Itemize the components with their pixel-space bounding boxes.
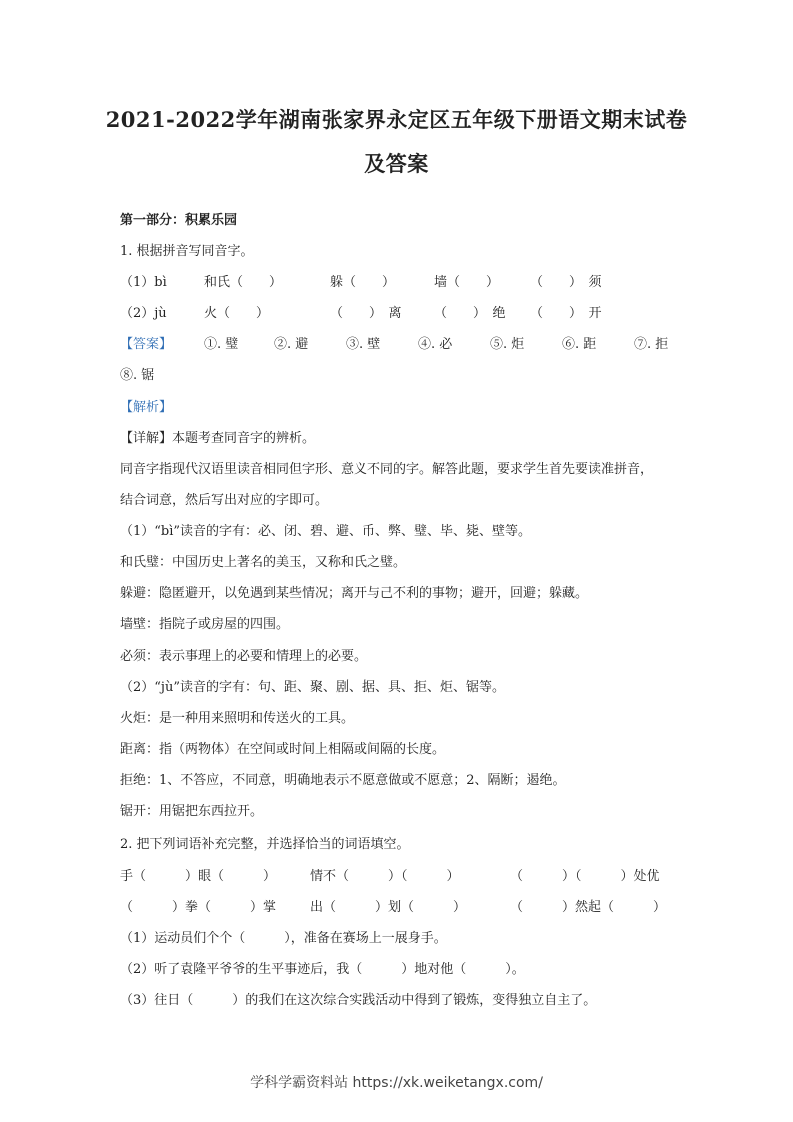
q1-row1-blank2: 躲（ ） [330,275,396,290]
word-definition: 距离：指（两物体）在空间或时间上相隔或间隔的长度。 [120,742,446,757]
document-title-line1: 2021-2022学年湖南张家界永定区五年级下册语文期末试卷 [105,107,688,132]
q2-stem: 2. 把下列词语补充完整，并选择恰当的词语填空。 [120,837,410,852]
answer-item: ⑤. 炬 [490,337,525,352]
q1-row2-blank1: 火（ ） [204,306,270,321]
answer-item: ③. 壁 [346,337,381,352]
q1-stem: 1. 根据拼音写同音字。 [120,244,254,259]
answer-item: ②. 避 [274,337,309,352]
word-definition: 必须：表示事理上的必要和情理上的必要。 [120,649,368,664]
idiom-blank: （ ）然起（ ） [510,900,667,915]
ju-character-list: （2）“jù”读音的字有：句、距、聚、剧、据、具、拒、炬、锯等。 [120,680,505,695]
q1-row1-blank3: 墙（ ） [434,275,500,290]
idiom-blank: 出（ ）划（ ） [310,900,467,915]
page-footer: 学科学霸资料站 https://xk.weiketangx.com/ [250,1075,543,1091]
q1-row1-label: （1）bì [120,275,167,290]
idiom-blank: 情不（ ）（ ） [310,869,460,884]
detail-line: 【详解】本题考查同音字的辨析。 [120,431,316,446]
analysis-tag: 【解析】 [120,400,173,415]
q2-sentence-1: （1）运动员们个个（ ），准备在赛场上一展身手。 [120,931,447,946]
idiom-blank: 手（ ）眼（ ） [120,869,277,884]
q2-sentence-2: （2）听了袁隆平爷爷的生平事迹后，我（ ）地对他（ ）。 [120,962,525,977]
q1-row2-label: （2）jù [120,306,167,321]
word-definition: 锯开：用锯把东西拉开。 [120,804,264,819]
idiom-blank: （ ）拳（ ）掌 [120,900,277,915]
word-definition: 火炬：是一种用来照明和传送火的工具。 [120,711,355,726]
idiom-blank: （ ）（ ）处优 [510,869,660,884]
word-definition: 躲避：隐匿避开，以免遇到某些情况；离开与己不利的事物；避开，回避；躲藏。 [120,586,589,601]
q1-row1-blank4: （ ） 须 [530,275,602,290]
word-definition: 拒绝：1、不答应，不同意，明确地表示不愿意做或不愿意；2、隔断；遏绝。 [120,773,566,788]
q2-sentence-3: （3）往日（ ）的我们在这次综合实践活动中得到了锻炼，变得独立自主了。 [120,993,597,1008]
q1-row2-blank3: （ ） 绝 [434,306,506,321]
answer-item: ⑦. 拒 [634,337,669,352]
answer-item: ①. 璧 [204,337,239,352]
word-definition: 墙壁：指院子或房屋的四围。 [120,617,290,632]
q1-row2 [120,305,680,323]
answer-item-wrapped: ⑧. 锯 [120,368,155,383]
answer-tag: 【答案】 [120,337,173,352]
q1-row2-blank4: （ ） 开 [530,306,602,321]
answer-item: ⑥. 距 [562,337,597,352]
explanation-line: 结合词意，然后写出对应的字即可。 [120,493,329,508]
bi-character-list: （1）“bì”读音的字有：必、闭、碧、避、币、弊、璧、毕、毙、壁等。 [120,524,532,539]
section-heading: 第一部分：积累乐园 [120,213,238,228]
answer-item: ④. 必 [418,337,453,352]
q2-row2 [120,899,680,917]
explanation-line: 同音字指现代汉语里读音相同但字形、意义不同的字。解答此题，要求学生首先要读准拼音， [120,462,654,477]
q1-row1-blank1: 和氏（ ） [204,275,283,290]
q2-row1 [120,868,680,886]
word-definition: 和氏璧：中国历史上著名的美玉，又称和氏之璧。 [120,555,407,570]
document-title-line2: 及答案 [364,151,429,176]
q1-row1 [120,274,680,292]
q1-answer-row [120,336,680,354]
q1-row2-blank2: （ ） 离 [330,306,402,321]
